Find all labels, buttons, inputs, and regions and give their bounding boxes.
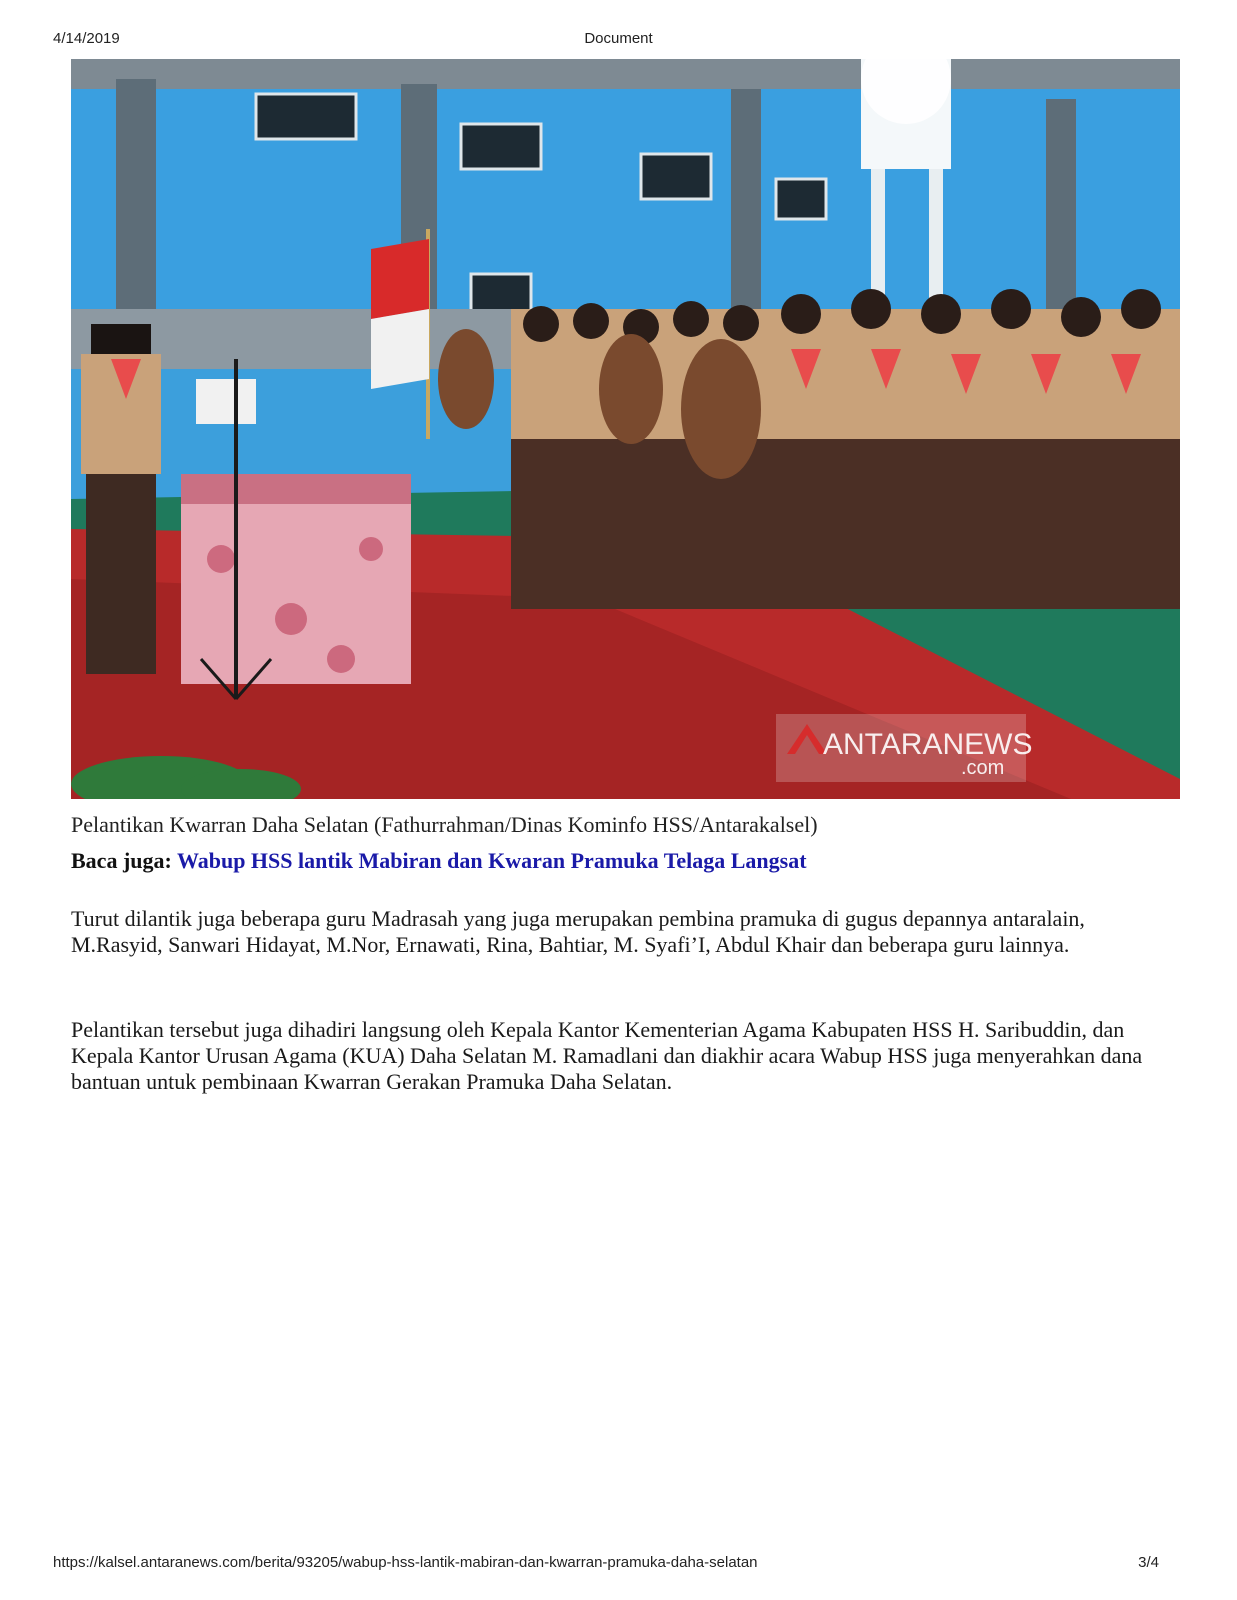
print-url: https://kalsel.antaranews.com/berita/93205/wabup-hss-lantik-mabiran-dan-kwarran-pramuka-daha-selatan: [53, 1554, 758, 1571]
read-also-label: Baca juga:: [71, 848, 172, 873]
article-photo: [71, 59, 1180, 799]
print-header: [0, 30, 1237, 50]
watermark: [776, 714, 1032, 782]
read-also: [71, 848, 807, 874]
article-paragraph-1: Turut dilantik juga beberapa guru Madrasah yang juga merupakan pembina pramuka di gugus depannya antaralain, M.Rasyid, Sanwari Hidayat, M.Nor, Ernawati, Rina, Bahtiar, M. Syafi’I, Abdul Khair dan beberapa guru lainnya.: [71, 906, 1085, 957]
page-number: 3/4: [1138, 1554, 1159, 1571]
watermark-brand: ANTARANEWS: [823, 728, 1033, 761]
print-footer: [0, 1554, 1237, 1574]
print-date: 4/14/2019: [53, 30, 120, 47]
scout-inauguration-photo: [71, 59, 1180, 799]
photo-caption: Pelantikan Kwarran Daha Selatan (Fathurrahman/Dinas Kominfo HSS/Antarakalsel): [71, 812, 818, 837]
article-paragraph-2: Pelantikan tersebut juga dihadiri langsung oleh Kepala Kantor Kementerian Agama Kabupaten HSS H. Saribuddin, dan Kepala Kantor Urusan Agama (KUA) Daha Selatan M. Ramadlani dan diakhir acara Wabup HSS juga menyerahkan dana bantuan untuk pembinaan Kwarran Gerakan Pramuka Daha Selatan.: [71, 1017, 1143, 1094]
read-also-link[interactable]: Wabup HSS lantik Mabiran dan Kwaran Pramuka Telaga Langsat: [176, 848, 807, 873]
print-document-title: Document: [584, 30, 653, 47]
watermark-suffix: .com: [961, 757, 1005, 779]
